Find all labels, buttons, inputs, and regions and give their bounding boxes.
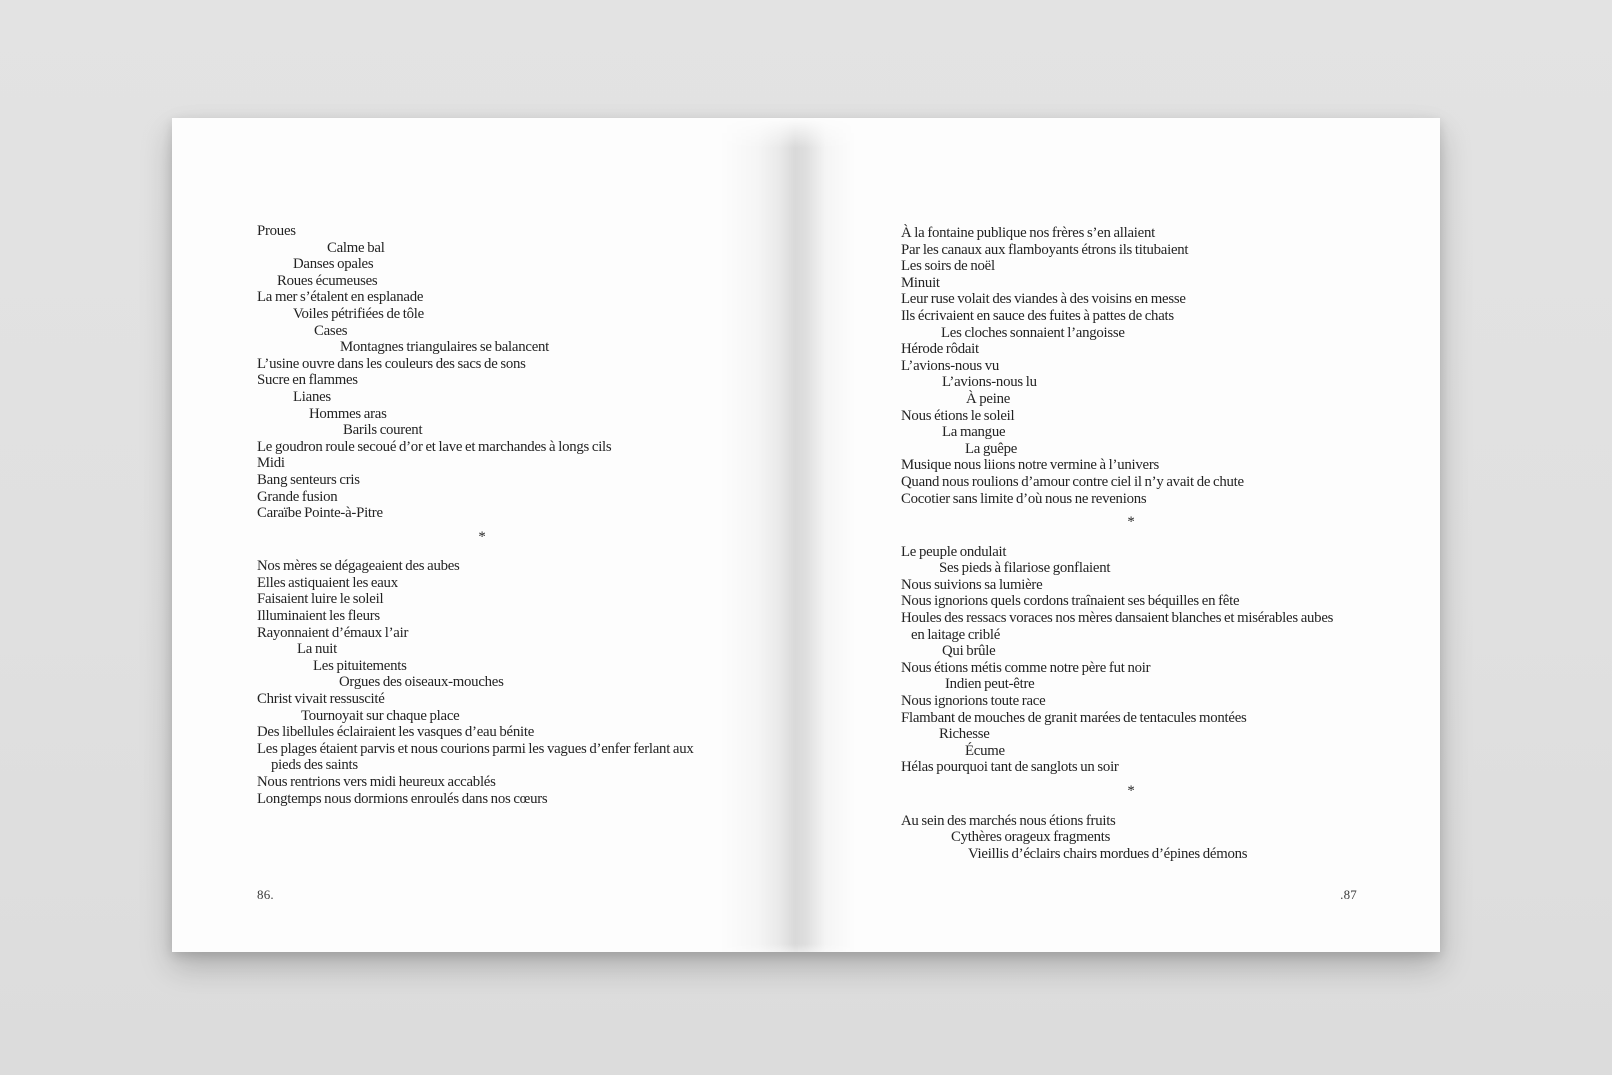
poem-line: Grande fusion (257, 488, 338, 505)
poem-line: Roues écumeuses (277, 272, 378, 289)
poem-line: Illuminaient les fleurs (257, 608, 380, 625)
poem-line: Hélas pourquoi tant de sanglots un soir (901, 759, 1119, 776)
poem-line: La nuit (297, 641, 337, 658)
stanza (901, 544, 1361, 776)
poem-line: La mer s’étalent en esplanade (257, 289, 424, 306)
poem-line: Faisaient luire le soleil (257, 591, 384, 608)
poem-line: Hommes aras (309, 405, 387, 422)
poem-line: Nous suivions sa lumière (901, 576, 1043, 593)
poem-line: Lianes (293, 388, 331, 405)
poem-line: Cythères orageux fragments (951, 829, 1111, 846)
poem-line: Calme bal (327, 239, 385, 256)
poem-line: Le peuple ondulait (901, 543, 1007, 560)
poem-line: La guêpe (965, 440, 1018, 457)
poem-line: À peine (966, 390, 1011, 407)
poem-line: Rayonnaient d’émaux l’air (257, 624, 409, 641)
book-gutter-shadow (720, 118, 856, 952)
poem-line: Voiles pétrifiées de tôle (293, 305, 424, 322)
poem-line: Ils écrivaient en sauce des fuites à pattes de chats (901, 307, 1174, 324)
stanza-separator: * (478, 528, 486, 545)
poem-line: Les plages étaient parvis et nous courions parmi les vagues d’enfer ferlant aux (257, 740, 694, 757)
poem-line: Cases (314, 322, 348, 339)
left-page-poem (257, 223, 707, 807)
poem-line: Barils courent (343, 422, 423, 439)
poem-line: À la fontaine publique nos frères s’en allaient (901, 225, 1155, 241)
poem-line: Nous rentrions vers midi heureux accablés (257, 774, 496, 790)
poem-line: Qui brûle (942, 643, 996, 660)
poem-line: Musique nous liions notre vermine à l’univers (901, 457, 1160, 474)
stanza (257, 558, 707, 807)
poem-line: Nous étions métis comme notre père fut noir (901, 659, 1151, 676)
stanza (257, 223, 707, 522)
poem-line: L’usine ouvre dans les couleurs des sacs de sons (257, 355, 526, 372)
poem-line: Par les canaux aux flamboyants étrons ils titubaient (901, 241, 1189, 258)
poem-line: Quand nous roulions d’amour contre ciel il n’y avait de chute (901, 473, 1244, 490)
stanza (901, 225, 1361, 507)
poem-line: Houles des ressacs voraces nos mères dansaient blanches et misérables aubes (901, 610, 1334, 627)
poem-line: Les pituitements (313, 657, 407, 674)
left-page-number: 86. (257, 887, 274, 902)
right-page-poem (901, 225, 1361, 862)
poem-line: Midi (257, 455, 285, 472)
poem-line: Le goudron roule secoué d’or et lave et marchandes à longs cils (257, 438, 612, 455)
poem-line: Proues (257, 223, 296, 239)
poem-line: Richesse (939, 726, 990, 743)
poem-line: Au sein des marchés nous étions fruits (901, 812, 1116, 829)
poem-line: en laitage criblé (911, 626, 1001, 643)
poem-line: Nous ignorions quels cordons traînaient ses béquilles en fête (901, 593, 1240, 610)
poem-line: Christ vivait ressuscité (257, 691, 385, 708)
poem-line: L’avions-nous lu (942, 374, 1037, 391)
stanza-separator: * (1127, 514, 1135, 531)
poem-line: Danses opales (293, 256, 374, 273)
poem-line: Indien peut-être (945, 676, 1035, 693)
poem-line: Nous étions le soleil (901, 407, 1015, 424)
poem-line: Montagnes triangulaires se balancent (340, 339, 550, 356)
poem-line: Cocotier sans limite d’où nous ne revenions (901, 490, 1147, 507)
poem-line: Elles astiquaient les eaux (257, 574, 398, 591)
poem-line: Les soirs de noël (901, 258, 995, 275)
poem-line: La mangue (942, 424, 1006, 441)
poem-line: Leur ruse volait des viandes à des voisins en messe (901, 291, 1186, 308)
poem-line: Hérode rôdait (901, 341, 979, 358)
poem-line: Écume (965, 742, 1005, 759)
poem-line: Longtemps nous dormions enroulés dans nos cœurs (257, 790, 548, 807)
poem-line: Vieillis d’éclairs chairs mordues d’épines démons (968, 845, 1248, 862)
stanza-separator: * (1127, 783, 1135, 799)
right-page-number: .87 (1340, 887, 1357, 902)
poem-line: Nous ignorions toute race (901, 693, 1046, 710)
poem-line: Caraïbe Pointe-à-Pitre (257, 505, 383, 522)
book-spread (172, 118, 1440, 952)
poem-line: pieds des saints (271, 757, 358, 774)
poem-line: Nos mères se dégageaient des aubes (257, 558, 460, 575)
poem-line: Flambant de mouches de granit marées de tentacules montées (901, 709, 1247, 726)
poem-line: Sucre en flammes (257, 372, 358, 389)
poem-line: Ses pieds à filariose gonflaient (939, 560, 1111, 577)
poem-line: L’avions-nous vu (901, 357, 1000, 374)
poem-line: Minuit (901, 274, 940, 291)
poem-line: Les cloches sonnaient l’angoisse (941, 324, 1125, 341)
poem-line: Des libellules éclairaient les vasques d’eau bénite (257, 724, 535, 741)
poem-line: Tournoyait sur chaque place (301, 707, 460, 724)
poem-line: Orgues des oiseaux-mouches (339, 674, 504, 691)
poem-line: Bang senteurs cris (257, 471, 360, 488)
stanza (901, 813, 1361, 863)
